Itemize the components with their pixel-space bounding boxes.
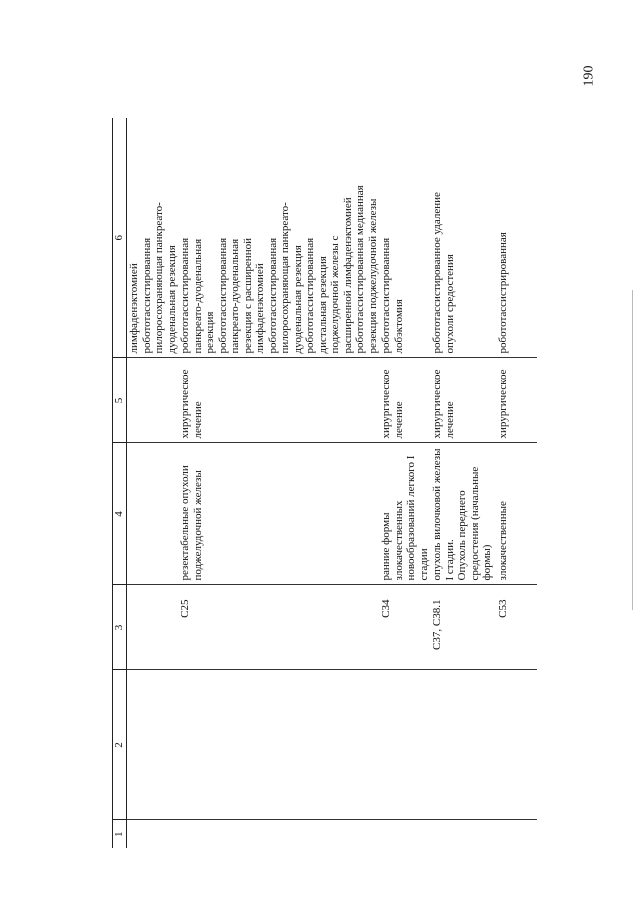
cell-line: средостения (начальные bbox=[468, 466, 481, 581]
cell-col5 bbox=[127, 358, 179, 443]
cell-line: пилоросохраняющая панкреато- bbox=[279, 202, 291, 354]
cell-line: формы) bbox=[481, 544, 493, 581]
cell-line: злокачественные bbox=[497, 501, 509, 581]
cell-line: робототассистрированная bbox=[497, 232, 509, 354]
cell-line: поджелудочной железы с bbox=[329, 235, 341, 354]
treatment-methods-table bbox=[112, 118, 537, 848]
cell-col2 bbox=[379, 670, 430, 820]
header-row bbox=[113, 118, 127, 848]
header-col-5: 5 bbox=[113, 358, 127, 443]
header-col-1: 1 bbox=[113, 820, 127, 848]
header-col-6: 6 bbox=[113, 118, 127, 358]
cell-col1 bbox=[127, 820, 179, 848]
cell-col5 bbox=[379, 358, 430, 443]
cell-col3 bbox=[127, 585, 179, 670]
cell-line: новообразований легкого I bbox=[405, 455, 417, 581]
rotated-table-container bbox=[112, 118, 509, 848]
cell-line: хирургическое bbox=[431, 369, 443, 439]
cell-col6 bbox=[127, 118, 179, 358]
cell-col4 bbox=[127, 443, 179, 585]
cell-col1 bbox=[430, 820, 496, 848]
cell-line: лечение bbox=[191, 401, 204, 439]
cell-line: опухоли средостения bbox=[443, 254, 456, 354]
cell-col6 bbox=[379, 118, 430, 358]
table-body bbox=[127, 118, 538, 848]
cell-line: лимфаденэктомией bbox=[254, 263, 266, 354]
page-number: 190 bbox=[581, 65, 597, 87]
cell-line: резекция с расширенной bbox=[241, 238, 254, 354]
cell-col2 bbox=[127, 670, 179, 820]
cell-col1 bbox=[496, 820, 537, 848]
cell-line: робототассистированное удаление bbox=[431, 192, 443, 354]
cell-line: робототассистированная bbox=[304, 237, 316, 354]
cell-line: робототассистированная bbox=[179, 237, 191, 354]
cell-line: дуоденальная резекция bbox=[291, 245, 304, 354]
cell-line: опухоль вилочковой железы bbox=[431, 448, 443, 581]
cell-col6 bbox=[496, 118, 537, 358]
cell-line: ранние формы bbox=[380, 512, 392, 581]
cell-line: поджелудочной железы bbox=[191, 470, 204, 581]
cell-col5 bbox=[430, 358, 496, 443]
cell-line: робототассистированная bbox=[380, 237, 392, 354]
cell-col4 bbox=[178, 443, 379, 585]
cell-line: резектабельные опухоли bbox=[179, 465, 191, 581]
cell-col3: C37, C38.1 bbox=[430, 585, 496, 670]
cell-line: робототассистированная bbox=[216, 237, 229, 354]
cell-col2 bbox=[178, 670, 379, 820]
cell-line: дистальная резекция bbox=[316, 256, 329, 354]
cell-col4 bbox=[430, 443, 496, 585]
cell-col6 bbox=[430, 118, 496, 358]
cell-col2 bbox=[430, 670, 496, 820]
cell-line: панкреато-дуоденальная bbox=[229, 238, 241, 354]
cell-col2 bbox=[496, 670, 537, 820]
cell-line: лечение bbox=[443, 401, 456, 439]
table-row bbox=[178, 118, 379, 848]
cell-col1 bbox=[178, 820, 379, 848]
cell-line: лимфаденэктомией bbox=[128, 263, 140, 354]
cell-line: хирургическое bbox=[179, 369, 191, 439]
cell-col6 bbox=[178, 118, 379, 358]
cell-line: расширенной лимфаденэктомией bbox=[341, 197, 354, 354]
cell-col1 bbox=[379, 820, 430, 848]
cell-line: резекция bbox=[204, 311, 216, 354]
table-row bbox=[496, 118, 537, 848]
scan-edge-line bbox=[632, 290, 633, 610]
header-col-2: 2 bbox=[113, 670, 127, 820]
table-row bbox=[379, 118, 430, 848]
header-col-3: 3 bbox=[113, 585, 127, 670]
cell-line: I стадии. bbox=[443, 539, 456, 581]
cell-line: лобэктомия bbox=[392, 299, 405, 354]
cell-line: робототассистированная bbox=[140, 237, 153, 354]
cell-col4 bbox=[496, 443, 537, 585]
header-col-4: 4 bbox=[113, 443, 127, 585]
cell-line: пилоросохраняющая панкреато- bbox=[153, 202, 165, 354]
cell-col5 bbox=[496, 358, 537, 443]
cell-col3: C34 bbox=[379, 585, 430, 670]
cell-line: панкреато-дуоденальная bbox=[191, 238, 204, 354]
cell-line: злокачественных bbox=[392, 500, 405, 581]
cell-line: Опухоль переднего bbox=[456, 490, 468, 581]
table-row bbox=[127, 118, 179, 848]
cell-line: робототассистированная медианная bbox=[354, 185, 366, 354]
table-row bbox=[430, 118, 496, 848]
cell-line: робототассистированная bbox=[266, 237, 279, 354]
cell-line: лечение bbox=[392, 401, 405, 439]
cell-col5 bbox=[178, 358, 379, 443]
cell-col3: C53 bbox=[496, 585, 537, 670]
cell-line: стадии bbox=[417, 548, 430, 581]
cell-col3: C25 bbox=[178, 585, 379, 670]
cell-col4 bbox=[379, 443, 430, 585]
cell-line: дуоденальная резекция bbox=[165, 245, 178, 354]
cell-line: хирургическое bbox=[380, 369, 392, 439]
cell-line: резекция поджелудочной железы bbox=[366, 198, 379, 354]
cell-line: хирургическое bbox=[497, 369, 509, 439]
